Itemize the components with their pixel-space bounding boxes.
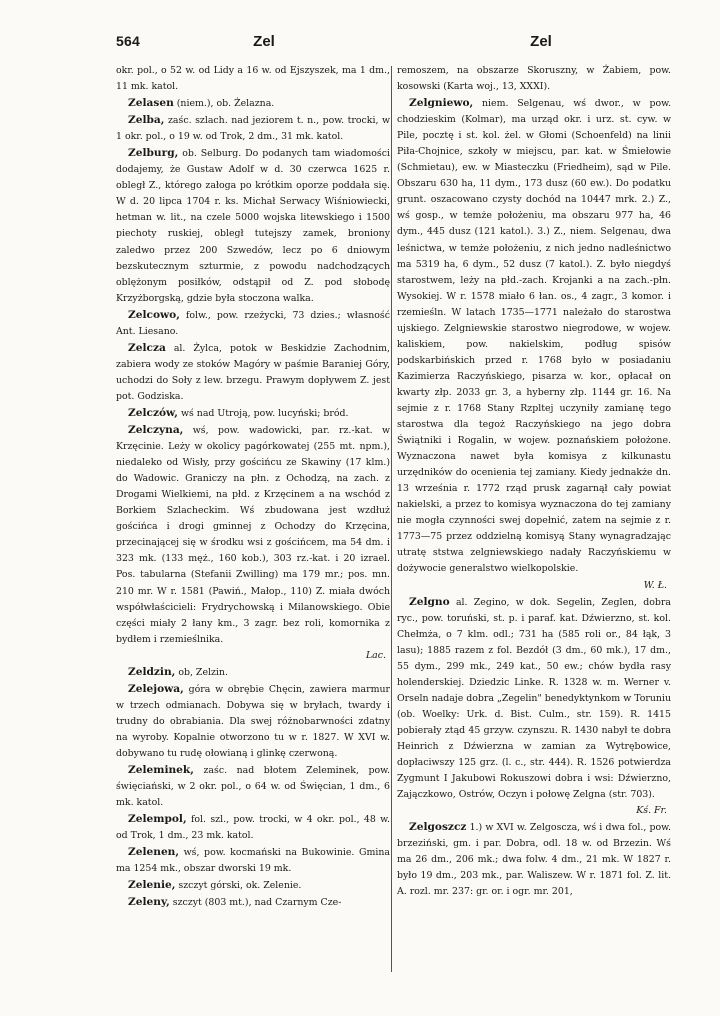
entry-headword: Zelempol, xyxy=(128,813,187,826)
entry-text: 1.) w XVI w. Zelgoscza, wś i dwa fol., pow. brzeziński, gm. i par. Dobra, odl. 18 w. od Brzezin. Wś ma 26 dm., 206 mk.; dwa folw. 4 dm., 21 mk. W 1827 r. było 19 dm., 203 mk., par. Waliszew. W r. 1871 fol. Z. lit. A. rozl. mr. 237: gr. or. i ogr. mr. 201, xyxy=(397,822,671,898)
column-divider xyxy=(391,66,392,972)
entry-text: fol. szl., pow. trocki, w 4 okr. pol., 48 w. od Trok, 1 dm., 23 mk. katol. xyxy=(116,814,390,842)
left-column xyxy=(116,63,390,911)
dictionary-entry xyxy=(116,63,390,95)
entry-text: folw., pow. rzeżycki, 73 dzies.; własność Ant. Liesano. xyxy=(116,309,390,337)
entry-headword: Zelenen, xyxy=(128,846,180,859)
entry-headword: Zelgniewo, xyxy=(409,97,474,110)
entry-text: wś, pow. kocmański na Bukowinie. Gmina ma 1254 mk., obszar dworski 19 mk. xyxy=(116,847,390,875)
entry-headword: Zelcowo, xyxy=(128,308,180,321)
entry-text: (niem.), ob. Żelazna. xyxy=(173,98,275,110)
dictionary-entry xyxy=(116,762,390,811)
dictionary-entry xyxy=(116,405,390,422)
entry-headword: Zeleminek, xyxy=(128,764,194,777)
page-number: 564 xyxy=(116,33,140,49)
entry-text: remoszem, na obszarze Skoruszny, w Żabiem, pow. kosowski (Karta woj., 13, XXXI). xyxy=(397,65,671,93)
dictionary-entry xyxy=(397,819,671,900)
entry-headword: Zelgoszcz xyxy=(409,821,467,834)
right-column xyxy=(397,63,671,900)
dictionary-entry xyxy=(116,307,390,340)
entry-signature: Kś. Fr. xyxy=(636,805,667,817)
dictionary-entry xyxy=(397,95,671,593)
running-head-right: Zel xyxy=(530,33,552,50)
entry-headword: Zelba, xyxy=(128,114,165,127)
entry-text: zaśc. nad błotem Zeleminek, pow. święciański, w 2 okr. pol., o 64 w. od Święcian, 1 dm., 6 mk. katol. xyxy=(116,765,390,809)
entry-headword: Zelczyna, xyxy=(128,424,184,437)
entry-text: wś, pow. wadowicki, par. rz.-kat. w Krzęcinie. Leży w okolicy pagórkowatej (255 mt. npm.), niedaleko od Wisły, przy gościńcu ze Skawiny (17 klm.) do Wadowic. Graniczy na płn. z Ochodzą, na zach. z Drogami Wielkiemi, na płd. z Krzęcinem a na wschód z Borkiem Szlacheckim. Wś zbudowana jest wzdłuż gościńca i drogi gminnej z Ochodzy do Krzęcina, przecinającej się w środku wsi z gościńcem, ma 54 dm. i 323 mk. (133 męż., 160 kob.), 303 rz.-kat. i 20 izrael. Pos. tabularna (Stefanii Zwilling) ma 179 mr.; pos. mn. 210 mr. W r. 1581 (Pawiń., Małop., 110) Z. miała dwóch współwłaścicieli: Frydrychowską i Milanowskiego. Obie części miały 2 łany km., 3 zagr. bez roli, komornika z bydłem i rzemieślnika. xyxy=(116,425,390,645)
entry-headword: Zelejowa, xyxy=(128,682,184,695)
entry-headword: Zeleny, xyxy=(128,896,170,909)
running-head-left: Zel xyxy=(253,33,275,50)
dictionary-entry xyxy=(116,340,390,405)
dictionary-entry xyxy=(116,681,390,762)
dictionary-entry xyxy=(116,811,390,844)
entry-headword: Zelenie, xyxy=(128,879,176,892)
dictionary-entry xyxy=(116,664,390,681)
entry-text: szczyt (803 mt.), nad Czarnym Cze- xyxy=(169,897,342,909)
dictionary-entry xyxy=(397,594,671,820)
entry-text: okr. pol., o 52 w. od Lidy a 16 w. od Ejszyszek, ma 1 dm., 11 mk. katol. xyxy=(116,65,390,93)
entry-headword: Zelczów, xyxy=(128,406,178,419)
entry-text: al. Zegino, w dok. Segelin, Zeglen, dobra ryc., pow. toruński, st. p. i paraf. kat. Dźwierzno, st. kol. Chełmża, o 7 klm. odl.; 731 ha (585 roli or., 84 łąk, 3 lasu); 1885 razem z fol. Bezdół (3 dm., 60 mk.), 17 dm., 55 dym., 299 mk., 249 kat., 50 ew.; chów bydła rasy holenderskiej. Dziedzic Linke. R. 1328 w. m. Werner v. Orseln nadaje dobra „Zegelin" benedyktynkom w Toruniu (ob. Woelky: Urk. d. Bist. Culm., str. 159). R. 1415 pobierały ztąd 45 grzyw. czynszu. R. 1430 nabył te dobra Heinrich z Dźwierzna w zamian za Wytrębowice, dopłaciwszy 125 grz. (l. c., str. 444). R. 1526 potwierdza Zygmunt I Jakubowi Rokuszowi dobra i wsi: Dźwierzno, Zajączkowo, Ostrów, Oczyn i połowę Zelgna (str. 703). xyxy=(397,596,671,801)
entry-text: zaśc. szlach. nad jeziorem t. n., pow. trocki, w 1 okr. pol., o 19 w. od Trok, 2 dm., 31 mk. katol. xyxy=(116,115,390,143)
dictionary-entry xyxy=(116,145,390,306)
entry-headword: Zeldzin, xyxy=(128,665,176,678)
entry-text: ob, Zelzin. xyxy=(175,666,228,678)
entry-text: ob. Selburg. Do podanych tam wiadomości dodajemy, że Gustaw Adolf w d. 30 czerwca 1625 r. obległ Z., którego załoga po krótkim oporze poddała się. W d. 20 lipca 1704 r. ks. Michał Serwacy Wiśniowiecki, hetman w. lit., na czele 5000 wojska litewskiego i 1500 piechoty ruskiej, obległ tutejszy zamek, broniony zaledwo przez 200 Szwedów, lecz po 6 dniowym bezskutecznym szturmie, z powodu nadchodzących oblężonym posiłków, odstąpił od Z. pod słobodę Krzyżborgską, gdzie była stoczona walka. xyxy=(116,148,390,304)
entry-text: al. Żylca, potok w Beskidzie Zachodnim, zabiera wody ze stoków Magóry w paśmie Baraniej Góry, uchodzi do Soły z lew. brzegu. Prawym dopływem Z. jest pot. Godziska. xyxy=(116,342,390,402)
dictionary-entry xyxy=(116,877,390,894)
dictionary-entry xyxy=(116,95,390,112)
entry-text: góra w obrębie Chęcin, zawiera marmur w trzech odmianach. Dobywa się w bryłach, twardy i trudny do obrabiania. Dla swej różnobarwności zdatny na wyroby. Kopalnie otworzono tu w r. 1827. W XVI w. dobywano tu rudę ołowianą i glinkę czerwoną. xyxy=(116,683,390,759)
entry-headword: Zelgno xyxy=(409,595,450,608)
entry-headword: Zelburg, xyxy=(128,147,179,160)
dictionary-entry xyxy=(116,894,390,911)
entry-signature: W. Ł. xyxy=(643,579,667,591)
page-header xyxy=(0,0,720,60)
dictionary-entry xyxy=(397,63,671,95)
dictionary-entry xyxy=(116,112,390,145)
dictionary-entry xyxy=(116,844,390,877)
entry-headword: Zelcza xyxy=(128,341,166,354)
entry-text: niem. Selgenau, wś dwor., w pow. chodzieskim (Kolmar), ma urząd okr. i urz. st. cyw. w Pile, pocztę i st. kol. żel. w Głomi (Schoenfeld) na linii Piła-Chojnice, szkoły w miejscu, par. kat. w Śmiełowie (Schmietau), ew. w Miasteczku (Friedheim), sąd w Pile. Obszaru 630 ha, 11 dym., 173 dusz (60 ew.). Do podatku grunt. oszacowano czysty dochód na 10447 mrk. 2.) Z., wś gosp., w temże położeniu, ma obszaru 977 ha, 46 dym., 445 dusz (121 katol.). 3.) Z., niem. Selgenau, dwa leśnictwa, w temże położeniu, z nich jedno nadleśnictwo ma 5319 ha, 6 dym., 52 dusz (7 katol.). Z. było niegdyś starostwem, leży na płd.-zach. Krojanki a na zach.-płn. Wysokiej. W r. 1578 miało 6 łan. os., 4 zagr., 3 komor. i rzemieśln. W latach 1735—1771 należało do starostwa ujskiego. Zelgniewskie starostwo niegrodowe, w wojew. kaliskiem, pow. nakielskim, podług spisów podskarbińskich przed r. 1768 było w posiadaniu Kazimierza Raczyńskiego, pisarza w. kor., opłacał on kwarty złp. 2033 gr. 3, a hyberny złp. 1144 gr. 16. Na sejmie z r. 1768 Stany Rzpltej uczyniły zamianę tego starostwa dla tegoż Raczyńskiego na jego dobra Świątniki i Rogalin, w wojew. poznańskiem położone. Wyznaczona nawet była komisya z kilkunastu urzędników do ocenienia tej zamiany. Kiedy jednakże dn. 13 września r. 1772 rząd prusk zagarnął cały powiat nakielski, a przez to komisya wyznaczona do tej zamiany nie mogła czynności swej dopełnić, zatem na sejmie z r. 1773—75 przez oddzielną komisyą Stany wynagradzając utratę ststwa zelgniewskiego nadały Raczyńskiemu w dożywocie generalstwo wielkopolskie. xyxy=(397,98,671,575)
entry-headword: Zelasen xyxy=(128,97,174,110)
entry-text: wś nad Utroją, pow. lucyński; bród. xyxy=(177,407,349,419)
entry-text: szczyt górski, ok. Zelenie. xyxy=(175,880,302,892)
dictionary-entry xyxy=(116,422,390,664)
entry-signature: Lac. xyxy=(365,649,386,661)
